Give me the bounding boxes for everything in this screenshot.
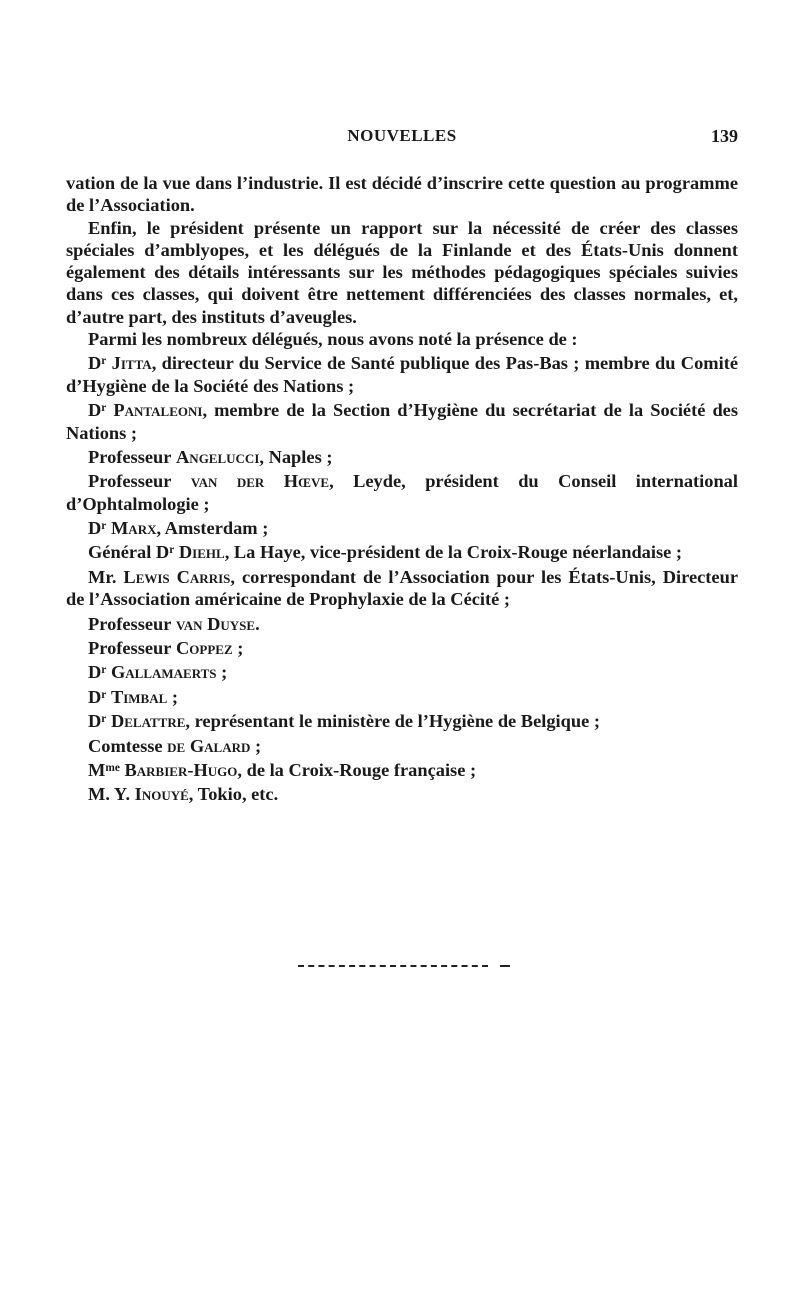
delegate-description: , La Haye, vice-président de la Croix-Rouge néerlandaise ; [224,542,683,563]
delegate-description: , Amsterdam ; [156,518,269,539]
delegate-title: D [88,711,102,732]
delegate-entry [66,733,738,757]
delegate-description: , directeur du Service de Santé publique des Pas-Bas ; membre du Comité d’Hygiène de la Société des Nations ; [66,353,738,396]
delegate-title: D [88,353,102,374]
delegate-name: Diehl [178,542,225,563]
page-number: 139 [711,126,738,146]
delegate-title: D [88,662,102,683]
delegate-name: Gallamaerts [110,662,217,683]
section-end-rule-tail [500,965,510,967]
delegate-entry [66,611,738,635]
delegate-title: Professeur [88,446,172,467]
delegate-name: van der Hœve [190,471,330,492]
delegate-name: van Duyse [176,613,256,634]
delegate-name: Inouyé [134,784,189,805]
delegate-entry [66,684,738,708]
delegate-title-superscript: r [169,544,175,557]
delegate-entry [66,757,738,781]
delegate-name: Angelucci [176,446,260,467]
delegate-entry [66,350,738,397]
delegate-title-superscript: r [101,688,107,701]
delegate-title-superscript: r [101,713,107,726]
delegate-title: Professeur [88,613,172,634]
delegate-title: Professeur [88,471,172,492]
delegate-description: ; [250,735,262,756]
delegate-entry [66,635,738,659]
delegate-description: ; [232,638,244,659]
delegate-title-superscript: me [105,762,120,775]
delegate-name: Barbier-Hugo [124,760,238,781]
delegate-title: Mr. [88,566,117,587]
delegate-title-superscript: r [101,355,107,368]
delegate-title: Général D [88,542,170,563]
delegate-entry [66,515,738,539]
delegate-description: , représentant le ministère de l’Hygiène de Belgique ; [185,711,600,732]
delegate-title-superscript: r [101,402,107,415]
running-title: NOUVELLES [347,126,457,145]
delegate-entry [66,564,738,611]
delegate-entry [66,397,738,444]
delegate-description: , de la Croix-Rouge française ; [237,760,477,781]
delegate-entry [66,539,738,563]
paragraph-delegates-intro: Parmi les nombreux délégués, nous avons noté la présence de : [88,329,578,350]
delegate-title: M [88,760,106,781]
delegate-description: . [255,613,260,634]
delegate-description: , membre de la Section d’Hygiène du secrétariat de la Société des Nations ; [66,400,738,443]
delegate-list [66,350,738,806]
delegate-entry [66,659,738,683]
delegate-name: Jitta [111,353,152,374]
delegate-name: Pantaleoni [113,400,203,421]
paragraph-amblyopes: Enfin, le président présente un rapport sur la nécessité de créer des classes spéciales d’amblyopes, et les délégués de la Finlande et des États-Unis donnent également des détails intéressants sur les méthodes pédagogiques spéciales suivies dans ces classes, qui doivent être nettement différenciées des classes normales, et, d’autre part, des instituts d’aveugles. [66,217,738,327]
delegate-name: Timbal [110,686,168,707]
delegate-name: Marx [110,518,157,539]
paragraph-continuation: vation de la vue dans l’industrie. Il est décidé d’inscrire cette question au programme de l’Association. [66,173,738,216]
delegate-description: , Leyde, président du Conseil international d’Ophtalmologie ; [66,471,738,514]
delegate-title: D [88,400,102,421]
delegate-title-superscript: r [101,664,107,677]
delegate-name: Coppez [176,638,233,659]
delegate-title: Comtesse [88,735,163,756]
delegate-entry [66,444,738,468]
delegate-description: ; [216,662,228,683]
delegate-description: ; [167,686,179,707]
delegate-description: , correspondant de l’Association pour les États-Unis, Directeur de l’Association américaine de Prophylaxie de la Cécité ; [66,566,738,610]
delegate-title: D [88,686,102,707]
delegate-entry [66,468,738,515]
page-header [66,126,738,150]
delegate-entry [66,781,738,805]
delegate-description: , Tokio, etc. [188,784,279,805]
delegate-title-superscript: r [101,519,107,532]
delegate-name: de Galard [167,735,251,756]
delegate-entry [66,708,738,732]
delegate-title: M. Y. [88,784,131,805]
delegate-title: Professeur [88,638,172,659]
delegate-name: Lewis Carris [123,566,231,587]
delegate-title: D [88,518,102,539]
delegate-name: Delattre [110,711,186,732]
section-end-rule [298,965,488,967]
body-text [66,172,738,806]
delegate-description: , Naples ; [259,446,333,467]
